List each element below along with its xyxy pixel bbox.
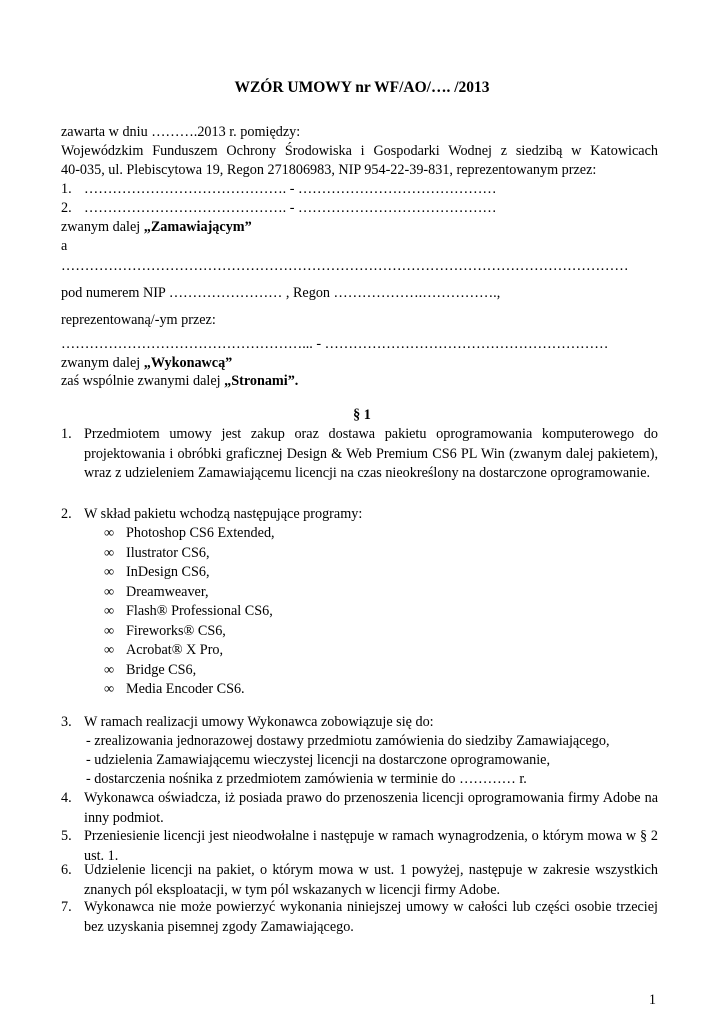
program-name: Bridge CS6, [126,662,197,678]
paragraph-5: Przeniesienie licencji jest nieodwołalne i następuje w ramach wynagrodzenia, o którym mowa w § 2 ust. 1. [84,828,658,864]
ordering-party-called [61,218,658,238]
list-item [104,661,196,681]
paragraph-1-number: 1. [61,426,72,442]
called-prefix: zwanym dalej [61,219,144,235]
infinity-bullet-icon: ∞ [104,623,115,639]
parties-called [61,372,658,392]
contractor-called-prefix: zwanym dalej [61,355,144,371]
representative-1-line: ……………………………………. - …………………………………… [84,181,497,197]
paragraph-6-number: 6. [61,862,72,878]
list-item [104,563,210,583]
and-word: a [61,238,68,254]
paragraph-2: W skład pakietu wchodzą następujące programy: [84,506,363,522]
representative-2-line: ……………………………………. - …………………………………… [84,200,497,216]
intro-address-line: 40-035, ul. Plebiscytowa 19, Regon 271806983, NIP 954-22-39-831, reprezentowanym przez: [61,162,597,178]
list-item [104,524,275,544]
list-item [104,544,210,564]
infinity-bullet-icon: ∞ [104,545,115,561]
contractor-blank-line: ………………………………………………………………………………………………………… [61,258,629,274]
paragraph-3: W ramach realizacji umowy Wykonawca zobowiązuje się do: [84,714,434,730]
representative-2-number: 2. [61,200,72,216]
program-name: Photoshop CS6 Extended, [126,525,275,541]
program-name: Acrobat® X Pro, [126,642,224,658]
paragraph-2-number: 2. [61,506,72,522]
paragraph-1: Przedmiotem umowy jest zakup oraz dostawa pakietu oprogramowania komputerowego do projektowania i obróbki graficznej Design & Web Premium CS6 PL Win (zwanym dalej pakietem), wraz z udzieleniem Zamawiającemu licencji na czas nieokreślony na dostarczone oprogramowanie. [84,426,658,481]
program-name: Flash® Professional CS6, [126,603,273,619]
contractor-called [61,354,658,374]
contractor-name: „Wykonawcą” [143,355,233,371]
page-number: 1 [648,992,656,1008]
infinity-bullet-icon: ∞ [104,642,115,658]
program-name: Ilustrator CS6, [126,545,210,561]
representation-label: reprezentowaną/-ym przez: [61,312,216,328]
paragraph-3-sub-1: - zrealizowania jednorazowej dostawy przedmiotu zamówienia do siedziby Zamawiającego, [86,733,610,749]
list-item [104,641,223,661]
nip-regon-line: pod numerem NIP …………………… , Regon ……………….……………., [61,285,501,301]
program-name: Media Encoder CS6. [126,681,245,697]
paragraph-7: Wykonawca nie może powierzyć wykonania niniejszej umowy w całości lub części osobie trzeciej bez uzyskania pisemnej zgody Zamawiającego. [84,899,658,935]
parties-name: „Stronami”. [224,373,299,389]
infinity-bullet-icon: ∞ [104,584,115,600]
infinity-bullet-icon: ∞ [104,681,115,697]
paragraph-6: Udzielenie licencji na pakiet, o którym mowa w ust. 1 powyżej, następuje w zakresie wszystkich znanych pól eksploatacji, w tym pól wskazanych w licencji firmy Adobe. [84,862,658,898]
infinity-bullet-icon: ∞ [104,603,115,619]
infinity-bullet-icon: ∞ [104,662,115,678]
parties-prefix: zaś wspólnie zwanymi dalej [61,373,225,389]
list-item [104,583,209,603]
paragraph-4-number: 4. [61,790,72,806]
infinity-bullet-icon: ∞ [104,525,115,541]
representation-blank-line: ……………………………………………... - …………………………………………………… [61,336,609,352]
paragraph-7-number: 7. [61,899,72,915]
paragraph-3-number: 3. [61,714,72,730]
paragraph-4: Wykonawca oświadcza, iż posiada prawo do przenoszenia licencji oprogramowania firmy Adobe na inny podmiot. [84,790,658,826]
section-heading: § 1 [353,407,371,423]
paragraph-3-sub-2: - udzielenia Zamawiającemu wieczystej licencji na dostarczone oprogramowanie, [86,752,551,768]
ordering-party-name: „Zamawiającym” [143,219,252,235]
program-name: Dreamweaver, [126,584,209,600]
list-item [104,680,245,700]
intro-date-line: zawarta w dniu ……….2013 r. pomiędzy: [61,124,301,140]
program-name: Fireworks® CS6, [126,623,226,639]
list-item [104,602,273,622]
representative-1-number: 1. [61,181,72,197]
paragraph-3-sub-3: - dostarczenia nośnika z przedmiotem zamówienia w terminie do ………… r. [86,771,527,787]
document-title: WZÓR UMOWY nr WF/AO/…. /2013 [234,79,490,96]
intro-party-line: Wojewódzkim Funduszem Ochrony Środowiska i Gospodarki Wodnej z siedzibą w Katowicach [61,143,658,159]
list-item [104,622,226,642]
paragraph-5-number: 5. [61,828,72,844]
infinity-bullet-icon: ∞ [104,564,115,580]
program-name: InDesign CS6, [126,564,210,580]
